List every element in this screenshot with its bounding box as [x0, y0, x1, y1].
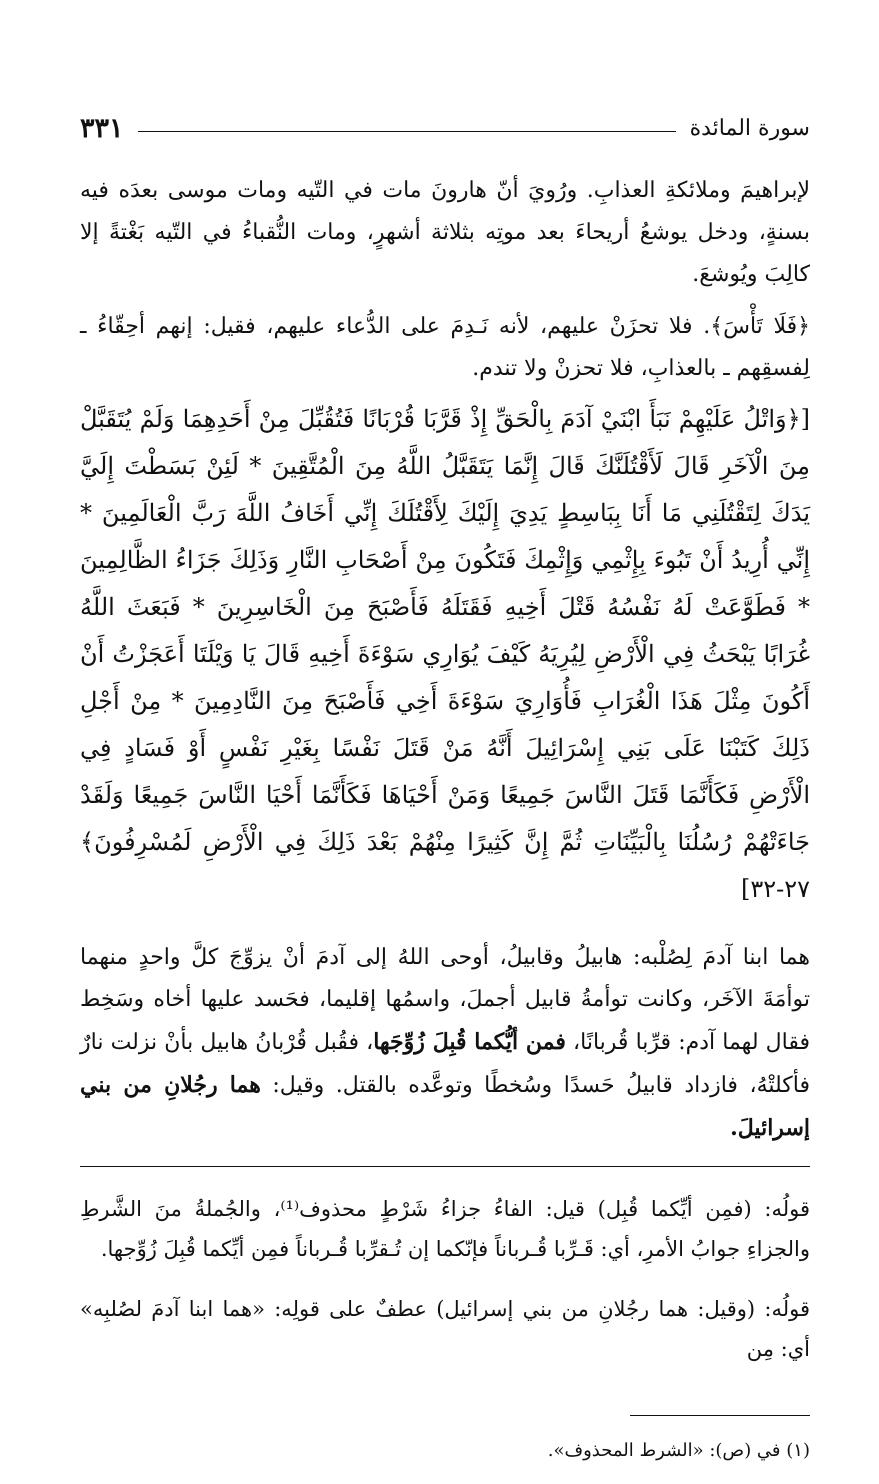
- commentary-text-2: ، فقُبل قُرْبانُ هابيل بأنْ نزلت نارٌ فأكلتْهُ، فازداد قابيلُ حَسدًا وسُخطًا وتوعَّده بالقتل. وقيل:: [80, 1030, 810, 1098]
- footnote: (١) في (ص): «الشرط المحذوف».: [547, 1440, 810, 1461]
- quran-verses: [﴿وَاتْلُ عَلَيْهِمْ نَبَأَ ابْنَيْ آدَمَ بِالْحَقِّ إِذْ قَرَّبَا قُرْبَانًا فَتُقُبِّلَ مِنْ أَحَدِهِمَا وَلَمْ يُتَقَبَّلْ مِنَ الْآخَرِ قَالَ لَأَقْتُلَنَّكَ قَالَ إِنَّمَا يَتَقَبَّلُ اللَّهُ مِنَ الْمُتَّقِينَ * لَئِنْ بَسَطْتَ إِلَيَّ يَدَكَ لِتَقْتُلَنِي مَا أَنَا بِبَاسِطٍ يَدِيَ إِلَيْكَ لِأَقْتُلَكَ إِنِّي أَخَافُ اللَّهَ رَبَّ الْعَالَمِينَ * إِنِّي أُرِيدُ أَنْ تَبُوءَ بِإِثْمِي وَإِثْمِكَ فَتَكُونَ مِنْ أَصْحَابِ النَّارِ وَذَلِكَ جَزَاءُ الظَّالِمِينَ * فَطَوَّعَتْ لَهُ نَفْسُهُ قَتْلَ أَخِيهِ فَقَتَلَهُ فَأَصْبَحَ مِنَ الْخَاسِرِينَ * فَبَعَثَ اللَّهُ غُرَابًا يَبْحَثُ فِي الْأَرْضِ لِيُرِيَهُ كَيْفَ يُوَارِي سَوْءَةَ أَخِيهِ قَالَ يَا وَيْلَتَا أَعَجَزْتُ أَنْ أَكُونَ مِثْلَ هَذَا الْغُرَابِ فَأُوَارِيَ سَوْءَةَ أَخِي فَأَصْبَحَ مِنَ النَّادِمِينَ * مِنْ أَجْلِ ذَلِكَ كَتَبْنَا عَلَى بَنِي إِسْرَائِيلَ أَنَّهُ مَنْ قَتَلَ نَفْسًا بِغَيْرِ نَفْسٍ أَوْ فَسَادٍ فِي الْأَرْضِ فَكَأَنَّمَا قَتَلَ النَّاسَ جَمِيعًا وَمَنْ أَحْيَاهَا فَكَأَنَّمَا أَحْيَا النَّاسَ جَمِيعًا وَلَقَدْ جَاءَتْهُمْ رُسُلُنَا بِالْبَيِّنَاتِ ثُمَّ إِنَّ كَثِيرًا مِنْهُمْ بَعْدَ ذَلِكَ فِي الْأَرْضِ لَمُسْرِفُونَ﴾ ٢٧-٣٢]: [80, 405, 811, 903]
- commentary-bold-1: فمن أيُّكما قُبِلَ زُوِّجَها: [373, 1029, 566, 1055]
- footnote-divider: [630, 1415, 810, 1416]
- commentary-bold-2: هما رجُلانِ من بني إسرائيلَ.: [80, 1072, 810, 1141]
- page-number: ٣٣١: [80, 112, 124, 144]
- annotation-1: قولُه: (فمِن أيِّكما قُبِل) قيل: الفاءُ جزاءُ شَرْطٍ محذوف⁽¹⁾، والجُملةُ منَ الشَّرطِ والجزاءِ جوابُ الأمرِ، أي: قَـرِّبا قُـرباناً فإنّكما إن تُـقرِّبا قُـرباناً فمِن أيِّكما قُبِلَ زُوِّجها.: [80, 1197, 811, 1261]
- paragraph-commentary: [80, 937, 810, 1150]
- header-rule: [138, 131, 676, 132]
- annotation-2: قولُه: (وقيل: هما رجُلانِ من بني إسرائيل) عطفٌ على قولِه: «هما ابنا آدمَ لصُلبِه» أي: مِن: [80, 1297, 810, 1361]
- paragraph-intro: لإبراهيمَ وملائكةِ العذابِ. ورُويَ أنّ هارونَ مات في التّيه ومات موسى بعدَه فيه بسنةٍ، ودخل يوشعُ أريحاءَ بعد موتِه بثلاثة أشهرٍ، ومات النُّقباءُ في التّيه بَغْتةً إلا كالِبَ ويُوشعَ.: [80, 178, 810, 287]
- page-header: [80, 108, 810, 148]
- notes-divider: [80, 1166, 810, 1167]
- commentary-text-1: هما ابنا آدمَ لِصُلْبه: هابيلُ وقابيلُ، أوحى اللهُ إلى آدمَ أنْ يزوِّجَ كلَّ واحدٍ منهما توأمَةَ الآخَر، وكانت توأمةُ قابيل أجملَ، واسمُها إقليما، فحَسد عليها أخاه وسَخِط فقال لهما آدم: قرِّبا قُربانًا،: [80, 945, 810, 1055]
- paragraph-fala-tasa: ﴿فَلَا تَأْسَ﴾. فلا تحزَنْ عليهم، لأنه نَـدِمَ على الدُّعاء عليهم، فقيل: إنهم أحِقّاءُ ـ لِفسقِهم ـ بالعذابِ، فلا تحزنْ ولا تندم.: [80, 314, 810, 381]
- book-page: [80, 108, 810, 1484]
- annotations-section: [80, 1189, 810, 1369]
- surah-title: سورة المائدة: [689, 115, 810, 141]
